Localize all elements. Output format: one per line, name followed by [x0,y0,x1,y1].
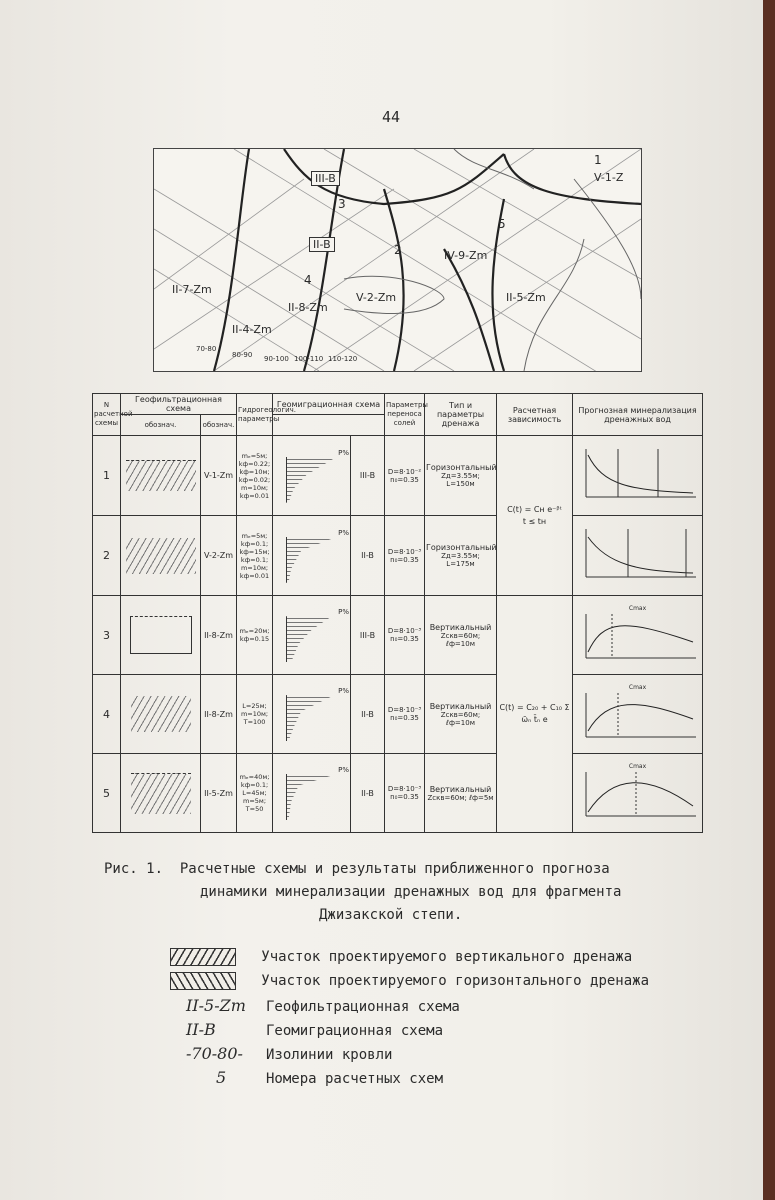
contour-label: 70-80 [196,345,217,353]
scheme-code: II-7-Zm [172,283,212,296]
scheme-code: II-4-Zm [232,323,272,336]
forecast-plot [573,436,703,516]
migration-code: III-B [351,596,385,675]
contour-label: 80-90 [232,351,253,359]
scheme-code: V-1-Z [594,171,624,184]
drain-params: Zд=3.55м; L=150м [441,472,480,489]
cmax-label: Cmax [628,762,647,770]
table-row [93,436,703,516]
hydro-params: mₑ=20м; kф=0.15 [237,596,273,675]
legend-item [186,1068,443,1087]
geofiltration-sketch [121,596,201,675]
header-geofiltration: Геофильтрационная схема [121,394,237,415]
scheme-code: V-2-Zm [356,291,397,304]
zone-label: 3 [338,197,346,211]
header-designation-2: обознач. [201,415,237,436]
drain-cell [425,516,497,596]
row-number: 2 [93,516,121,596]
scheme-code: II-5-Zm [506,291,546,304]
cmax-label: Cmax [628,604,647,612]
scheme-code: V-2-Zm [201,516,237,596]
zone-label: 5 [498,217,506,231]
row-number: 3 [93,596,121,675]
formula-text: C(t) = Cн e⁻ᵝᵗ [507,504,562,514]
header-forecast: Прогнозная минерализация дренажных вод [573,394,703,436]
hydro-params: L=25м; m=10м; T=100 [237,675,273,754]
geofiltration-sketch [121,675,201,754]
zone-label: 4 [304,273,312,287]
peak-curve [578,770,698,822]
geomigration-plot [273,675,351,754]
peak-curve [578,612,698,664]
geofiltration-sketch [121,436,201,516]
migration-code: II-B [351,516,385,596]
decay-curve [578,525,698,585]
geofiltration-sketch [121,516,201,596]
legend-symbol: -70-80- [186,1044,243,1063]
hydro-params: mₑ=5м; kф=0.1; kф=15м; kф=0.1; m=10м; kф=0.01 [237,516,273,596]
legend-text: Геомиграционная схема [266,1023,444,1039]
transfer-params: D=8·10⁻³ n₀=0.35 [385,596,425,675]
caption-label: Рис. 1. [104,861,164,877]
scheme-map [153,148,642,372]
drain-type: Горизонтальный [426,463,497,473]
hydro-params: mₑ=40м; kф=0.1; L=45м; m=5м; T=50 [237,754,273,833]
row-number: 5 [93,754,121,833]
forecast-plot [573,754,703,833]
geofiltration-sketch [121,754,201,833]
legend-item [186,996,460,1015]
drain-type: Вертикальный [429,622,492,632]
hydro-params: mₑ=5м; kф=0.22; kф=10м; kф=0.02; m=10м; kф=0.01 [237,436,273,516]
geomigration-plot [273,754,351,833]
vertical-drain-hatch-icon [170,948,236,966]
caption-line-3: Джизакской степи. [319,907,463,923]
legend-text: Изолинии кровли [266,1047,393,1063]
row-number: 1 [93,436,121,516]
drain-cell [425,596,497,675]
forecast-plot [573,516,703,596]
header-transfer: Параметры переноса солей [385,394,425,436]
contour-label: 110-120 [328,355,358,363]
map-lines [154,149,641,371]
legend-item [186,1044,392,1063]
axis-label: P% [338,766,350,775]
legend-text: Номера расчетных схем [266,1071,444,1087]
zone-label: 2 [394,243,402,257]
axis-label: P% [338,608,350,617]
table-row [93,596,703,675]
migration-code: III-B [351,436,385,516]
legend-symbol: II-B [186,1020,216,1039]
scheme-code: II-8-Zm [201,675,237,754]
drain-cell [425,754,497,833]
dependency-formula-1 [497,436,573,596]
migration-code: II-B [351,754,385,833]
drain-cell [425,436,497,516]
zone-label: 1 [594,153,602,167]
contour-label: 90-100 [264,355,289,363]
drain-params: Zскв=60м; ℓф=10м [440,710,481,727]
cmax-label: Cmax [628,683,647,691]
transfer-params: D=8·10⁻² n₀=0.35 [385,436,425,516]
figure-caption [104,858,714,927]
header-drain-type: Тип и параметры дренажа [425,394,497,436]
contour-label: 100-110 [294,355,324,363]
geomigration-plot [273,516,351,596]
migration-code: II-B [351,675,385,754]
header-num: N расчетной схемы [93,394,121,436]
geomigration-plot [273,436,351,516]
table-row [93,516,703,596]
scheme-code: II-8-Zm [288,301,328,314]
scheme-code: II-5-Zm [201,754,237,833]
row-number: 4 [93,675,121,754]
legend-text: Участок проектируемого вертикального дренажа [261,949,633,965]
header-designation: обознач. [121,415,201,436]
table-row [93,675,703,754]
scheme-code: V-1-Zm [201,436,237,516]
drain-type: Вертикальный [429,701,492,711]
legend-item [186,1020,443,1039]
legend-symbol: 5 [216,1068,227,1087]
drain-cell [425,675,497,754]
geomigration-plot [273,596,351,675]
header-geomigration: Геомиграционная схема [273,394,385,415]
page-edge [763,0,775,1200]
page-number: 44 [382,108,401,126]
drain-params: Zскв=60м; ℓф=10м [440,631,481,648]
scheme-code: IV-9-Zm [444,249,488,262]
legend-item [170,972,649,990]
forecast-plot [573,675,703,754]
legend-text: Участок проектируемого горизонтального дренажа [261,973,650,989]
drain-params: Zд=3.55м; L=175м [441,552,480,569]
dependency-formula-2: C(t) = C₂₀ + C₁₀ Σ ω̄ₙ t̄ₙ e [497,596,573,833]
formula-condition: t ≤ tн [522,516,547,526]
legend-text: Геофильтрационная схема [266,999,460,1015]
transfer-params: D=8·10⁻³ n₀=0.35 [385,516,425,596]
migration-code: III-B [311,171,340,186]
scheme-table [92,393,703,833]
drain-type: Горизонтальный [426,543,497,553]
header-hydro: Гидрогеологич. параметры [237,394,273,436]
caption-line-2: динамики минерализации дренажных вод для фрагмента [200,884,622,900]
migration-code: II-B [309,237,335,252]
scheme-code: II-8-Zm [201,596,237,675]
peak-curve [578,691,698,743]
forecast-plot [573,596,703,675]
drain-params: Zскв=60м; ℓф=5м [427,793,494,802]
decay-curve [578,445,698,505]
table-row [93,754,703,833]
header-dependency: Расчетная зависимость [497,394,573,436]
axis-label: P% [338,528,350,537]
caption-line-1: Расчетные схемы и результаты приближенного прогноза [179,861,610,877]
legend-symbol: II-5-Zm [186,996,246,1015]
horizontal-drain-hatch-icon [170,972,236,990]
drain-type: Вертикальный [429,784,492,794]
axis-label: P% [338,448,350,457]
transfer-params: D=8·10⁻³ n₀=0.35 [385,754,425,833]
transfer-params: D=8·10⁻³ n₀=0.35 [385,675,425,754]
axis-label: P% [338,687,350,696]
legend-item [170,948,632,966]
